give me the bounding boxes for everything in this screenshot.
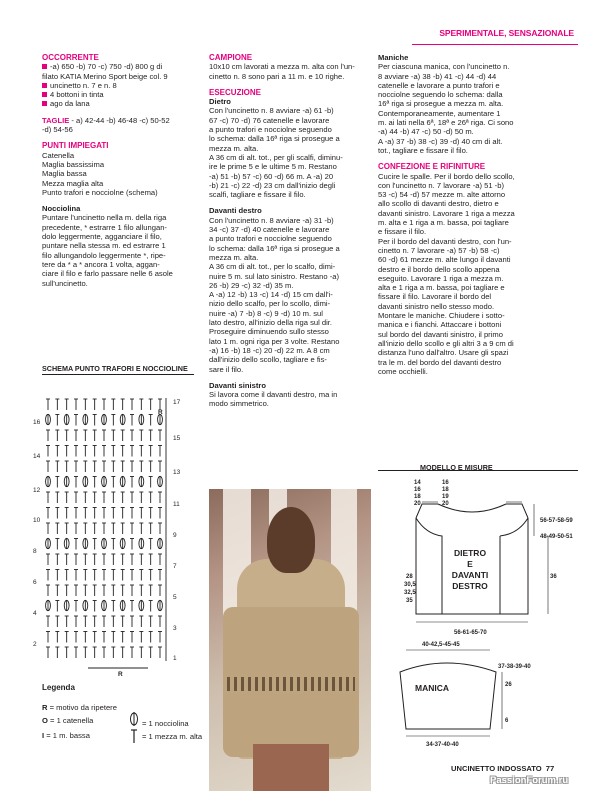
confezione-line: davanti sinistro. Lavorare 1 riga a mezza xyxy=(378,208,515,218)
davanti-destro-line: nuire 5 m. sul lato sinistro. Restano -a) xyxy=(209,271,339,281)
bullet-square xyxy=(42,92,47,97)
row-number: 3 xyxy=(173,625,177,632)
dietro-line: 67 -c) 70 -d) 76 catenelle e lavorare xyxy=(209,115,330,125)
legend-item: I = 1 m. bassa xyxy=(42,731,90,740)
maniche-line: Contemporaneamente, aumentare 1 xyxy=(378,108,501,118)
davanti-destro-line: lato destro, all'inizio della riga sul dir. xyxy=(209,318,333,328)
dietro-line: -b) 21 -c) 22 -d) 23 cm dall'inizio degli xyxy=(209,180,336,190)
section-header xyxy=(412,28,578,42)
materials-line: filato KATIA Merino Sport beige col. 9 xyxy=(42,71,168,81)
diagram-label: DESTRO xyxy=(452,581,488,591)
dietro-heading: Dietro xyxy=(209,97,231,107)
maniche-line: 8 avviare -a) 38 -b) 41 -c) 44 -d) 44 xyxy=(378,71,497,81)
stitch-chart xyxy=(30,378,200,678)
nocciolina-line: filo allungandolo leggermente *, ripe- xyxy=(42,250,166,260)
davanti-destro-line: Proseguire diminuendo sullo stesso xyxy=(209,327,329,337)
confezione-line: fissare il filo. Lavorare il bordo del xyxy=(378,292,492,302)
davanti-destro-line: nizio dello scalfo, per lo scollo, dimi- xyxy=(209,299,331,309)
row-number: 10 xyxy=(33,517,41,524)
bullet-square xyxy=(42,83,47,88)
row-number: 13 xyxy=(173,469,181,476)
row-number: 12 xyxy=(33,487,41,494)
confezione-line: distanza l'uno dall'altro. Usare gli spazi xyxy=(378,348,509,358)
row-number: 7 xyxy=(173,563,177,570)
confezione-line: cinetto n. 7 lavorare -a) 57 -b) 58 -c) xyxy=(378,245,500,255)
section-title: SPERIMENTALE, SENSAZIONALE xyxy=(439,28,574,38)
materials-line: -a) 650 -b) 70 -c) 750 -d) 800 g di xyxy=(42,62,200,71)
nocciolina-line: puntare nella stessa m. ed estrarre 1 xyxy=(42,241,166,251)
confezione-line: eseguito. Lavorare 1 riga a mezza m. xyxy=(378,273,504,283)
row-number: 1 xyxy=(173,655,177,662)
measure-text: 26 xyxy=(505,682,512,688)
dietro-line: ire le prime 5 e le ultime 5 m. Restano xyxy=(209,162,337,172)
nocciolina-line: ciare il filo e farlo passare nelle 6 asole xyxy=(42,269,173,279)
punti-heading: PUNTI IMPIEGATI xyxy=(42,141,109,151)
measure-text: 56-57-58-59 xyxy=(540,518,573,524)
confezione-line: Cucire le spalle. Per il bordo dello scollo, xyxy=(378,171,515,181)
confezione-line: davanti sinistro nello stesso modo. xyxy=(378,301,495,311)
measure-text: 35 xyxy=(406,598,413,604)
maniche-line: nocciolne seguendo lo schema: dalla xyxy=(378,90,503,100)
davanti-destro-line: 34 -c) 37 -d) 40 catenelle e lavorare xyxy=(209,225,330,235)
davanti-destro-line: a punto trafori e nocciolne seguendo xyxy=(209,234,332,244)
materials-line: 4 bottoni in tinta xyxy=(42,90,200,99)
confezione-line: come occhielli. xyxy=(378,366,428,376)
column-2 xyxy=(209,53,373,409)
measure-text: 28 xyxy=(406,574,413,580)
davanti-destro-line: mezza m. alta. xyxy=(209,252,259,262)
dietro-line: mezza m. alta. xyxy=(209,143,259,153)
davanti-destro-heading: Davanti destro xyxy=(209,206,262,216)
diagram-label: DIETRO xyxy=(453,548,487,558)
confezione-line: con l'uncinetto n. 7 lavorare -a) 51 -b) xyxy=(378,180,504,190)
legend-title: Legenda xyxy=(42,683,75,692)
davanti-destro-line: A -a) 12 -b) 13 -c) 14 -d) 15 cm dall'i- xyxy=(209,290,333,300)
campione-heading: CAMPIONE xyxy=(209,53,253,62)
nocciolina-line: tere da * a * ancora 1 volta, aggan- xyxy=(42,259,160,269)
confezione-line: 60 -d) 61 mezze m. alte lungo il davanti xyxy=(378,255,511,265)
measurements-diagram xyxy=(378,474,578,754)
confezione-line: Per il bordo del davanti destro, con l'un- xyxy=(378,236,512,246)
column-1 xyxy=(42,53,200,288)
confezione-line: 53 -c) 54 -d) 57 mezze m. alte attorno xyxy=(378,190,506,200)
repeat-label-bottom: R xyxy=(118,671,123,678)
davanti-destro-line: lo schema: dalla 16ª riga si prosegue a xyxy=(209,243,340,253)
confezione-line: manica e i fianchi. Attaccare i bottoni xyxy=(378,320,502,330)
row-number: 15 xyxy=(173,435,181,442)
watermark: PassionForum.ru xyxy=(490,775,569,786)
maniche-line: -a) 44 -b) 47 -c) 50 -d) 50 m. xyxy=(378,127,474,137)
measure-text: 30,5 xyxy=(404,582,416,588)
diagram-label: E xyxy=(467,559,473,569)
row-number: 17 xyxy=(173,399,181,406)
measure-text: 18 xyxy=(442,487,449,493)
occorrente-heading: OCCORRENTE xyxy=(42,53,99,62)
row-number: 4 xyxy=(33,610,37,617)
confezione-heading: CONFEZIONE E RIFINITURE xyxy=(378,162,486,172)
punto-item: Mezza maglia alta xyxy=(42,178,104,188)
measure-text: 40-42,5-45-45 xyxy=(422,642,460,648)
model-photo xyxy=(209,489,371,791)
legend xyxy=(42,683,75,692)
footer-title: UNCINETTO INDOSSATO xyxy=(451,764,542,773)
dietro-line: scalfi, tagliare e fissare il filo. xyxy=(209,190,306,200)
measure-text: 6 xyxy=(505,718,509,724)
diagram-title: MODELLO E MISURE xyxy=(420,463,493,472)
maniche-line: A -a) 37 -b) 38 -c) 39 -d) 40 cm di alt. xyxy=(378,136,503,146)
legend-item: R = motivo da ripetere xyxy=(42,703,117,712)
measure-text: 18 xyxy=(414,494,421,500)
bullet-square xyxy=(42,101,47,106)
dietro-line: lo schema: dalla 16ª riga si prosegue a xyxy=(209,134,340,144)
taglie-line2: -d) 54-56 xyxy=(42,125,73,135)
measure-text: 48-49-50-51 xyxy=(540,534,573,540)
dietro-line: Con l'uncinetto n. 8 avviare -a) 61 -b) xyxy=(209,106,334,116)
measure-text: 20 xyxy=(414,501,421,507)
row-number: 5 xyxy=(173,594,177,601)
nocciolina-line: dolo leggermente, agganciare il filo, xyxy=(42,232,162,242)
row-number: 14 xyxy=(33,453,41,460)
maniche-line: Per ciascuna manica, con l'uncinetto n. xyxy=(378,62,510,72)
esecuzione-heading: ESECUZIONE xyxy=(209,87,262,97)
measure-text: 16 xyxy=(414,487,421,493)
diagram-label: DAVANTI xyxy=(451,570,489,580)
row-number: 11 xyxy=(173,501,180,508)
nocciolina-line: sull'uncinetto. xyxy=(42,278,88,288)
davanti-destro-line: lato 1 m. ogni riga per 3 volte. Restano xyxy=(209,336,340,346)
measure-text: 14 xyxy=(414,480,421,486)
nocciolina-line: precedente, * estrarre 1 filo allungan- xyxy=(42,222,167,232)
legend-item: O = 1 catenella xyxy=(42,716,94,725)
dietro-line: -a) 51 -b) 57 -c) 60 -d) 66 m. A -a) 20 xyxy=(209,171,334,181)
measure-text: 34-37-40-40 xyxy=(426,742,459,748)
confezione-line: e fissare il filo. xyxy=(378,227,427,237)
davanti-sinistro-line: Si lavora come il davanti destro, ma in xyxy=(209,390,338,400)
davanti-destro-line: sare il filo. xyxy=(209,364,244,374)
half-double-symbol-icon xyxy=(128,728,140,744)
legend-item: = 1 mezza m. alta xyxy=(142,732,203,741)
chart-title: SCHEMA PUNTO TRAFORI E NOCCIOLINE xyxy=(42,364,188,373)
maniche-line: m. ai lati nella 6ª, 18ª e 26ª riga. Ci sono xyxy=(378,118,514,128)
legend-item: = 1 nocciolina xyxy=(142,719,189,728)
maniche-line: catenelle e lavorare a punto trafori e xyxy=(378,80,500,90)
confezione-line: tra le m. del bordo del davanti destro xyxy=(378,357,502,367)
nocciolina-heading: Nocciolina xyxy=(42,204,81,214)
davanti-destro-line: Con l'uncinetto n. 8 avviare -a) 31 -b) xyxy=(209,215,334,225)
davanti-destro-line: nuire -a) 7 -b) 8 -c) 9 -d) 10 m. sul xyxy=(209,308,323,318)
punto-item: Catenella xyxy=(42,150,75,160)
confezione-line: Montare le maniche. Chiudere i sotto- xyxy=(378,311,505,321)
page-number: 77 xyxy=(545,764,555,773)
punto-item: Punto trafori e nocciolne (schema) xyxy=(42,187,158,197)
davanti-destro-line: A 36 cm di alt. tot., per lo scalfo, dimi- xyxy=(209,262,336,272)
header-rule xyxy=(412,44,578,45)
maniche-heading: Maniche xyxy=(378,53,409,62)
repeat-label: R xyxy=(158,409,163,416)
nocciolina-symbol-icon xyxy=(128,710,140,728)
campione-line: 10x10 cm lavorati a mezza m. alta con l'un- xyxy=(209,62,355,72)
punto-item: Maglia bassa xyxy=(42,169,87,179)
confezione-line: alta e 1 riga a m. bassa, poi tagliare e xyxy=(378,283,505,293)
sleeve-label: MANICA xyxy=(415,683,449,693)
measure-text: 32,5 xyxy=(404,590,416,596)
davanti-destro-line: -a) 16 -b) 18 -c) 20 -d) 22 m. A 8 cm xyxy=(209,345,330,355)
nocciolina-line: Puntare l'uncinetto nella m. della riga xyxy=(42,213,167,223)
punto-item: Maglia bassissima xyxy=(42,159,105,169)
row-number: 6 xyxy=(33,579,37,586)
taglie: TAGLIE - a) 42-44 -b) 46-48 -c) 50-52 xyxy=(42,115,170,125)
davanti-destro-line: dall'inizio dello scollo, tagliare e fis- xyxy=(209,355,327,365)
maniche-line: tot., tagliare e fissare il filo. xyxy=(378,145,468,155)
confezione-line: destro e il bordo dello scollo appena xyxy=(378,264,500,274)
chart-title-rule xyxy=(42,374,194,375)
row-number: 9 xyxy=(173,532,177,539)
measure-text: 16 xyxy=(442,480,449,486)
row-number: 8 xyxy=(33,548,37,555)
davanti-destro-line: 26 -b) 29 -c) 32 -d) 35 m. xyxy=(209,280,294,290)
confezione-line: all'inizio dello scollo e gli altri 3 a 9 cm di xyxy=(378,338,514,348)
measure-text: 56-61-65-70 xyxy=(454,630,487,636)
davanti-sinistro-line: modo simmetrico. xyxy=(209,399,269,409)
confezione-line: sul bordo del davanti sinistro, il primo xyxy=(378,329,503,339)
confezione-line: m. alta e 1 riga a m. bassa, poi tagliare xyxy=(378,218,509,228)
materials-line: ago da lana xyxy=(42,99,200,108)
row-number: 2 xyxy=(33,641,37,648)
campione-line: cinetto n. 8 sono pari a 11 m. e 10 righe. xyxy=(209,71,345,81)
dietro-line: a punto trafori e nocciolne seguendo xyxy=(209,125,332,135)
maniche-line: 16ª riga si prosegue a mezza m. alta. xyxy=(378,99,504,109)
dietro-line: A 36 cm di alt. tot., per gli scalfi, diminu- xyxy=(209,152,343,162)
davanti-sinistro-heading: Davanti sinistro xyxy=(209,380,266,390)
measure-text: 19 xyxy=(442,494,449,500)
measure-text: 20 xyxy=(442,501,449,507)
measure-text: 37-38-39-40 xyxy=(498,664,531,670)
footer xyxy=(451,764,554,773)
materials-line: uncinetto n. 7 e n. 8 xyxy=(42,81,200,90)
confezione-line: allo scollo di davanti destro, dietro e xyxy=(378,199,499,209)
row-number: 16 xyxy=(33,419,41,426)
measure-text: 36 xyxy=(550,574,557,580)
column-3 xyxy=(378,53,578,376)
bullet-square xyxy=(42,64,47,69)
